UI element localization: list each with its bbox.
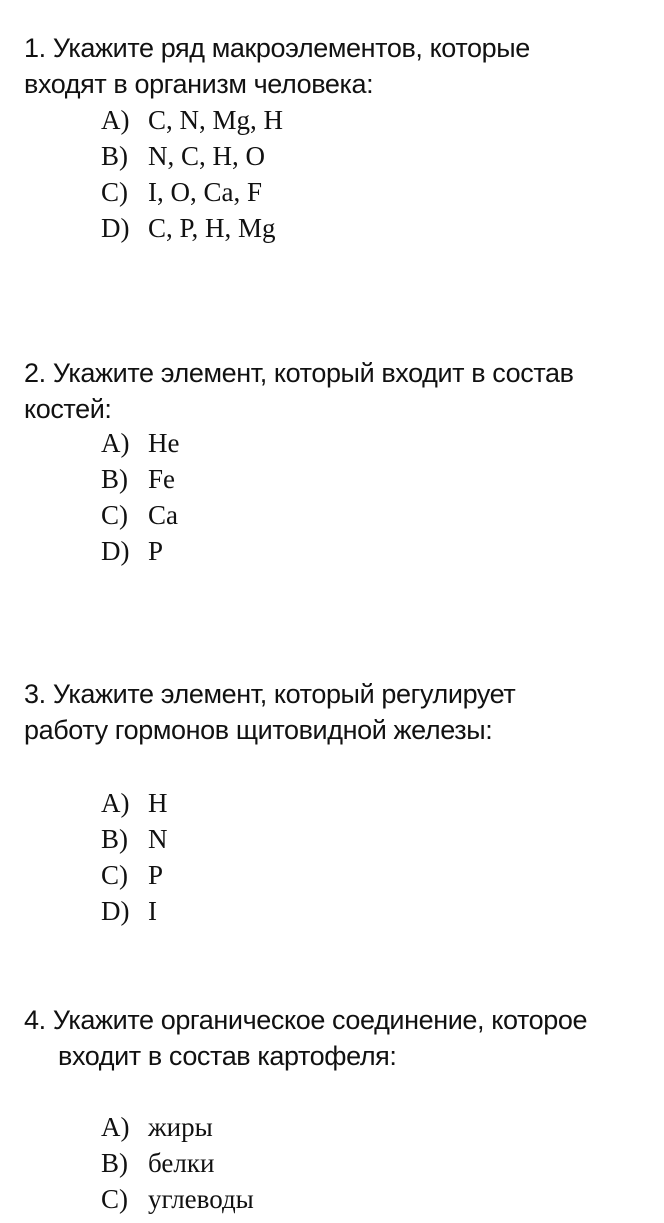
option-text: P <box>148 860 164 890</box>
question-1 <box>24 30 654 102</box>
question-4-title-line-1: 4. Укажите органическое соединение, которое <box>24 1005 588 1035</box>
option-b[interactable] <box>101 1145 254 1181</box>
question-2-title-line-1: 2. Укажите элемент, который входит в состав <box>24 358 574 388</box>
question-2-title-line-2: костей: <box>24 394 112 424</box>
option-text: C, P, H, Mg <box>148 213 276 243</box>
option-a[interactable] <box>101 1109 254 1145</box>
question-2 <box>24 355 654 427</box>
option-text: I, O, Ca, F <box>148 177 262 207</box>
option-a[interactable] <box>101 785 168 821</box>
question-4-options <box>101 1109 254 1217</box>
question-3-title <box>24 676 654 748</box>
question-3-options <box>101 785 168 929</box>
option-text: углеводы <box>148 1184 254 1214</box>
option-letter: C) <box>101 177 128 207</box>
option-text: Ca <box>148 500 178 530</box>
option-text: белки <box>148 1148 215 1178</box>
option-b[interactable] <box>101 138 283 174</box>
option-text: H <box>148 788 168 818</box>
option-letter: D) <box>101 536 130 566</box>
question-3 <box>24 676 654 748</box>
option-a[interactable] <box>101 425 179 461</box>
question-1-title-line-1: 1. Укажите ряд макроэлементов, которые <box>24 33 530 63</box>
question-4 <box>24 1002 654 1074</box>
option-c[interactable] <box>101 174 283 210</box>
option-text: N, C, H, O <box>148 141 266 171</box>
option-text: Fe <box>148 464 175 494</box>
option-letter: A) <box>101 428 130 458</box>
option-letter: A) <box>101 788 130 818</box>
question-4-title-line-2: входит в состав картофеля: <box>58 1041 397 1071</box>
option-b[interactable] <box>101 821 168 857</box>
option-letter: D) <box>101 896 130 926</box>
option-letter: B) <box>101 824 128 854</box>
option-letter: B) <box>101 141 128 171</box>
question-1-options <box>101 102 283 246</box>
option-letter: A) <box>101 105 130 135</box>
option-d[interactable] <box>101 210 283 246</box>
option-letter: C) <box>101 500 128 530</box>
option-letter: D) <box>101 213 130 243</box>
question-2-options <box>101 425 179 569</box>
option-text: He <box>148 428 180 458</box>
question-3-title-line-2: работу гормонов щитовидной железы: <box>24 715 493 745</box>
option-text: I <box>148 896 157 926</box>
option-letter: C) <box>101 860 128 890</box>
question-1-title <box>24 30 654 102</box>
question-2-title <box>24 355 654 427</box>
option-a[interactable] <box>101 102 283 138</box>
option-text: N <box>148 824 168 854</box>
option-text: P <box>148 536 164 566</box>
option-letter: C) <box>101 1184 128 1214</box>
question-1-title-line-2: входят в организм человека: <box>24 69 374 99</box>
option-letter: B) <box>101 464 128 494</box>
option-c[interactable] <box>101 497 179 533</box>
option-d[interactable] <box>101 533 179 569</box>
option-b[interactable] <box>101 461 179 497</box>
option-text: жиры <box>148 1112 213 1142</box>
option-d[interactable] <box>101 893 168 929</box>
option-letter: A) <box>101 1112 130 1142</box>
question-3-title-line-1: 3. Укажите элемент, который регулирует <box>24 679 516 709</box>
option-c[interactable] <box>101 857 168 893</box>
option-letter: B) <box>101 1148 128 1178</box>
question-4-title <box>24 1002 654 1074</box>
option-c[interactable] <box>101 1181 254 1217</box>
option-text: C, N, Mg, H <box>148 105 284 135</box>
